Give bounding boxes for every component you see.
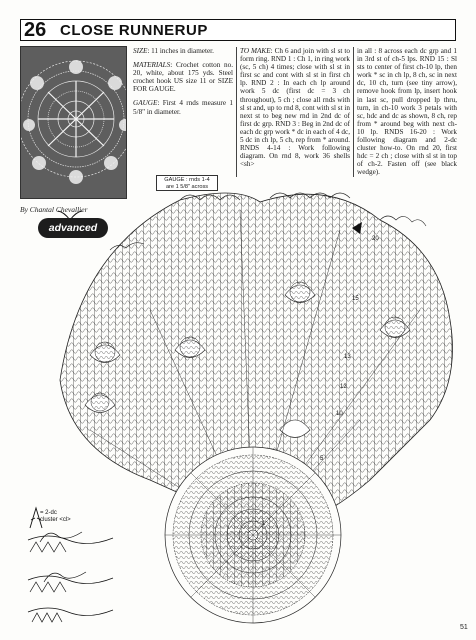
- round-label-1: 1: [262, 521, 266, 527]
- gauge-note-line1: GAUGE : rnds 1-4: [164, 177, 210, 183]
- materials-column: [133, 47, 233, 122]
- round-label-10: 10: [336, 411, 343, 417]
- designer-credit: By Chantal Chevallier: [20, 205, 88, 214]
- round-label-20: 20: [372, 236, 379, 242]
- materials-heading: MATERIALS: [133, 61, 171, 70]
- gauge-heading: GAUGE: [133, 99, 158, 108]
- round-label-5: 5: [320, 456, 324, 462]
- round-label-15: 15: [352, 296, 359, 302]
- gauge-text: : First 4 rnds measure 1 5/8" in diameter.: [133, 99, 233, 116]
- instructions-column-2: [357, 47, 457, 183]
- center-motif: [165, 447, 341, 623]
- legend-label: [40, 510, 71, 524]
- size-heading: SIZE: [133, 47, 148, 55]
- to-make-text: : Ch 6 and join with sl st to form ring. RND 1 : Ch 1, in ring work (sc, 5 ch) 4 times; close with sl st in first sc and cont with sl st in first ch lp. RND 2 : In each ch lp around work 5 dc (first dc = 3 ch throughout), 5 ch ; close all rnds with sl st and, up to rnd 8, cont with sl st in next st to beg new rnd in 2nd dc of first dc grp. RND 3 : Beg in 2nd dc of each dc grp work * dc in each of 4 dc, 5 dc in ch lp, 5 ch, rep from * around. RNDS 4-14 : Work following diagram. On rnd 8, work 36 shells <sh>: [240, 47, 351, 169]
- gauge-note-line2: are 1 5/8" across: [165, 184, 209, 190]
- column-divider: [236, 47, 237, 177]
- doily-photo: [20, 46, 127, 199]
- round-label-12: 12: [340, 384, 347, 390]
- materials-text: : Crochet cotton no. 20, white, about 175 yds. Steel crochet hook US size 11 or SIZE FOR GAUGE.: [133, 61, 233, 94]
- difficulty-badge: advanced: [38, 218, 108, 238]
- instructions-column-1: [240, 47, 350, 174]
- to-make-heading: TO MAKE: [240, 47, 271, 55]
- column-divider: [353, 47, 354, 177]
- legend-line1: = 2-dc: [40, 510, 57, 516]
- legend-line2: cluster <cl>: [40, 517, 71, 523]
- round-label-13: 13: [344, 354, 351, 360]
- crochet-chart: [0, 180, 476, 625]
- pattern-number: 26: [24, 19, 47, 41]
- pattern-title: CLOSE RUNNERUP: [60, 22, 208, 39]
- size-text: : 11 inches in diameter.: [147, 47, 214, 55]
- instructions-continued: in all : 8 across each dc grp and 1 in 3rd st of ch-5 lps. RND 15 : Sl sts to center of first ch-10 lp, then work * sc in ch lp, 8 ch, sc in next dc, 10 ch, turn (see tiny arrow), remove hook from lp, insert hook in last sc, pull dropped lp thru, turn, in ch-10 work 3 petals with sc, hdc and dc as shown, 8 ch, rep from * around beg with next ch-10 lp. RNDS 16-20 : Work following diagram and 2-dc cluster how-to. On rnd 20, first hdc = 2 ch ; close with sl st in top of ch-2. Fasten off (see black wedge).: [357, 47, 457, 177]
- page-number: 51: [460, 624, 468, 631]
- stitch-illustration-icon: [28, 532, 113, 622]
